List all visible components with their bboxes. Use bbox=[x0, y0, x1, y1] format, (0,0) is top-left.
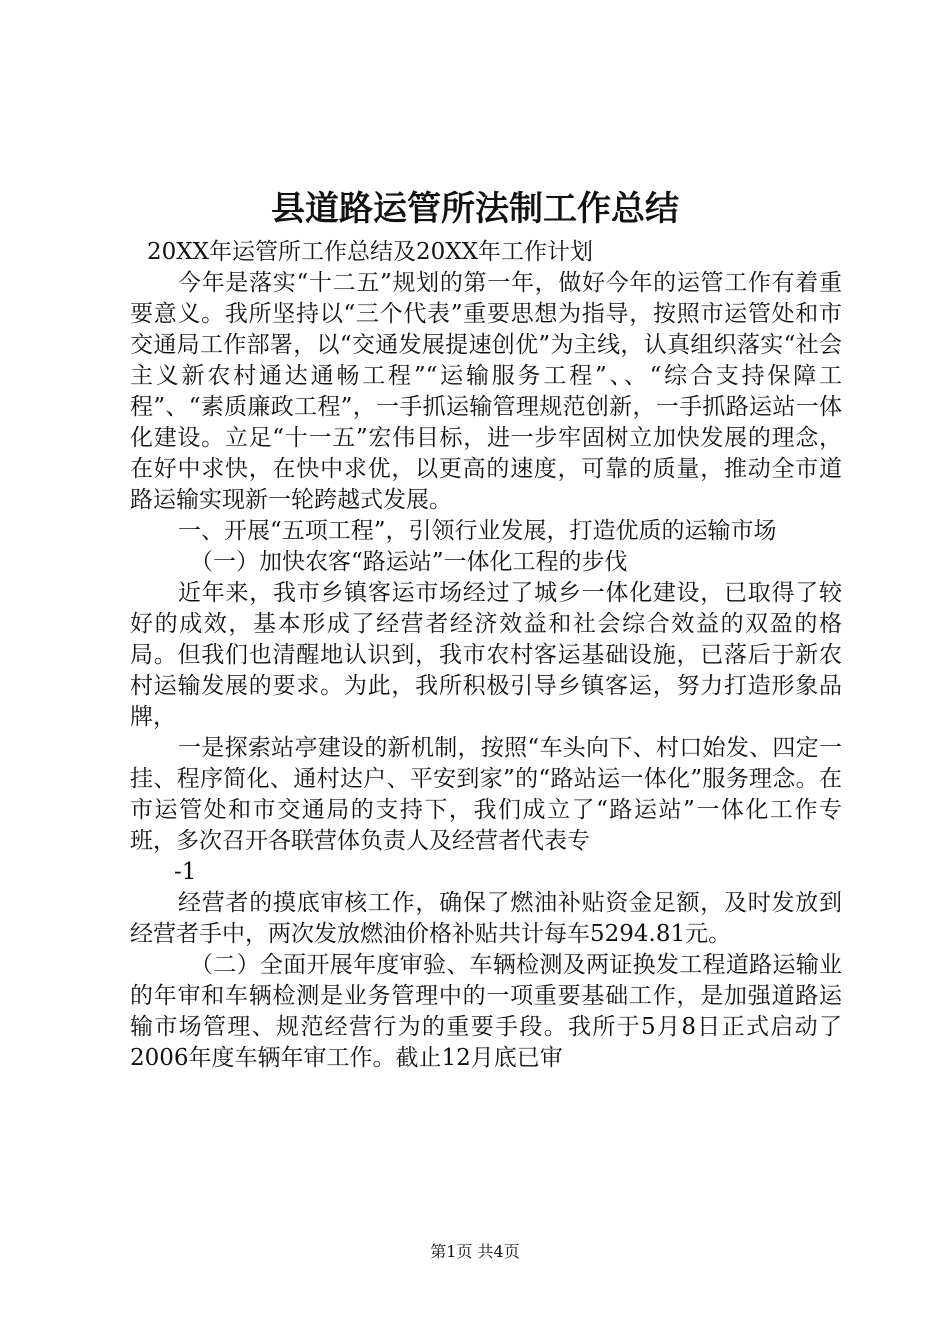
page-footer: 第1页 共4页 bbox=[430, 1242, 520, 1261]
document-subtitle: 20XX年运管所工作总结及20XX年工作计划 bbox=[147, 239, 594, 265]
subsection-heading-2: （二）全面开展年度审验、车辆检测及两证换发工程道路运输业的年审和车辆检测是业务管理中的一项重要基础工作，是加强道路运输市场管理、规范经营行为的重要手段。我所于5月8日正式启动了2006年度车辆年审工作。截止12月底已审 bbox=[130, 952, 842, 1071]
paragraph-station-mechanism: 一是探索站亭建设的新机制，按照“车头向下、村口始发、四定一挂、程序简化、通村达户、平安到家”的“路站运一体化”服务理念。在市运管处和市交通局的支持下，我们成立了“路运站”一体化工作专班，多次召开各联营体负责人及经营者代表专 bbox=[130, 735, 842, 854]
document-body bbox=[130, 237, 842, 1074]
subsection-heading-1: （一）加快农客“路运站”一体化工程的步伐 bbox=[190, 549, 628, 575]
section-heading-1: 一、开展“五项工程”，引领行业发展，打造优质的运输市场 bbox=[178, 518, 777, 544]
document-title: 县道路运管所法制工作总结 bbox=[271, 189, 679, 229]
paragraph-intro: 今年是落实“十二五”规划的第一年，做好今年的运管工作有着重要意义。我所坚持以“三个代表”重要思想为指导，按照市运管处和市交通局工作部署，以“交通发展提速创优”为主线，认真组织落实“社会主义新农村通达通畅工程”“运输服务工程”、、“综合支持保障工程”、“素质廉政工程”，一手抓运输管理规范创新，一手抓路运站一体化建设。立足“十一五”宏伟目标，进一步牢固树立加快发展的理念，在好中求快，在快中求优，以更高的速度，可靠的质量，推动全市道路运输实现新一轮跨越式发展。 bbox=[130, 270, 842, 513]
page-marker: -1 bbox=[174, 859, 197, 885]
paragraph-rural-transport: 近年来，我市乡镇客运市场经过了城乡一体化建设，已取得了较好的成效，基本形成了经营者经济效益和社会综合效益的双盈的格局。但我们也清醒地认识到，我市农村客运基础设施，已落后于新农村运输发展的要求。为此，我所积极引导乡镇客运，努力打造形象品牌， bbox=[130, 580, 842, 730]
paragraph-fuel-subsidy: 经营者的摸底审核工作，确保了燃油补贴资金足额，及时发放到经营者手中，两次发放燃油价格补贴共计每车5294.81元。 bbox=[130, 890, 842, 947]
